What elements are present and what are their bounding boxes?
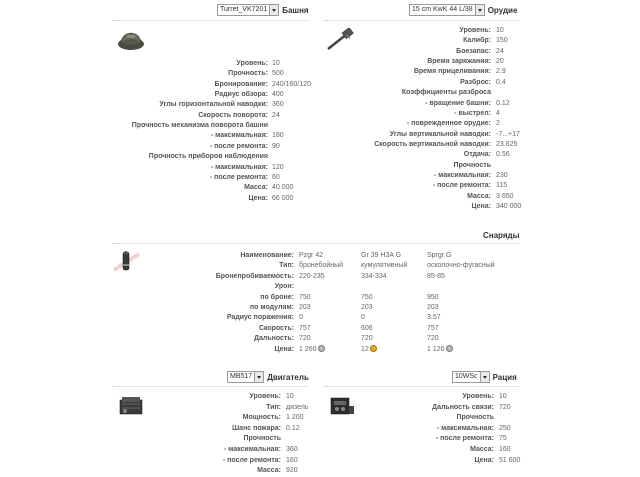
shell-value-text: 0 bbox=[361, 314, 365, 322]
shell-value-text: 85-85 bbox=[427, 272, 445, 280]
stat-value: 180 bbox=[272, 132, 284, 140]
shell-value-text: 950 bbox=[427, 293, 439, 301]
stat-row bbox=[0, 36, 640, 46]
stat-label: Прочность: bbox=[228, 70, 268, 78]
shell-row bbox=[0, 303, 640, 313]
turret-title: Башня bbox=[282, 5, 309, 15]
stat-value: 360 bbox=[286, 446, 298, 453]
stat-row bbox=[0, 192, 640, 202]
stat-label: Цена: bbox=[474, 456, 494, 464]
shell-value-text: 1 260 bbox=[299, 345, 317, 353]
stat-label: - после ремонта: bbox=[222, 456, 281, 464]
shell-value bbox=[299, 334, 311, 344]
stat-row bbox=[0, 171, 640, 181]
stat-label: Коэффициенты разброса bbox=[401, 89, 491, 97]
shell-value bbox=[299, 261, 343, 271]
shell-value bbox=[299, 272, 325, 282]
stat-row bbox=[0, 413, 640, 423]
stat-value: 920 bbox=[286, 467, 298, 475]
shell-row bbox=[0, 272, 640, 282]
gun-divider bbox=[324, 20, 520, 21]
shell-value bbox=[299, 313, 303, 323]
shell-value bbox=[427, 313, 441, 323]
shell-row bbox=[0, 261, 640, 271]
stat-value: 0.12 bbox=[286, 424, 300, 432]
shell-label: Тип: bbox=[279, 262, 294, 270]
shell-value-text: 12 bbox=[361, 345, 369, 353]
radio-divider bbox=[324, 386, 520, 387]
shell-value-text: 720 bbox=[427, 335, 439, 343]
shell-row bbox=[0, 293, 640, 303]
stat-label: Калибр: bbox=[463, 37, 491, 45]
shell-value-text: 750 bbox=[299, 293, 311, 301]
shell-value bbox=[427, 261, 495, 271]
shell-value-text: 203 bbox=[361, 304, 373, 311]
stat-value: 360 bbox=[272, 101, 284, 109]
shell-value bbox=[299, 303, 311, 313]
shell-value-text: 1 120 bbox=[427, 345, 445, 353]
stat-label: Прочность bbox=[453, 161, 491, 169]
shell-row bbox=[0, 282, 640, 292]
shell-value bbox=[299, 324, 311, 334]
stat-label: - после ремонта: bbox=[209, 142, 268, 150]
radio-select[interactable] bbox=[452, 371, 490, 383]
shell-value bbox=[361, 293, 373, 303]
stat-row bbox=[0, 47, 640, 57]
stat-row bbox=[0, 119, 640, 129]
shell-label: Скорость: bbox=[258, 324, 294, 332]
stat-label: Тип: bbox=[266, 403, 281, 411]
shell-value-text: Sprgr G bbox=[427, 252, 452, 259]
stat-row bbox=[0, 109, 640, 119]
shell-value-text: 334-334 bbox=[361, 272, 387, 280]
shell-value bbox=[361, 303, 373, 313]
stat-row bbox=[0, 150, 640, 160]
stat-label: Уровень: bbox=[462, 393, 494, 400]
shell-value-text: 203 bbox=[299, 304, 311, 311]
stat-label: - выстрел: bbox=[454, 109, 491, 117]
shells-title: Снаряды bbox=[483, 231, 520, 240]
shell-value-text: 750 bbox=[361, 293, 373, 301]
stat-row bbox=[0, 88, 640, 98]
shell-row bbox=[0, 251, 640, 261]
shell-value bbox=[427, 251, 452, 261]
chevron-down-icon bbox=[480, 372, 489, 382]
stat-value: 51 600 bbox=[499, 456, 521, 464]
stat-label: Мощность: bbox=[242, 414, 281, 422]
stat-label: Время прицеливания: bbox=[413, 68, 491, 76]
stat-label: - после ремонта: bbox=[209, 173, 268, 181]
stat-label: Уровень: bbox=[249, 393, 281, 400]
shell-value-text: кумулятивный bbox=[361, 262, 408, 270]
shell-value bbox=[361, 345, 377, 355]
shell-label: по модулям: bbox=[249, 304, 294, 311]
shell-value bbox=[427, 272, 445, 282]
gun-title: Орудие bbox=[487, 5, 518, 15]
shell-value bbox=[361, 251, 401, 261]
stat-value: 115 bbox=[496, 182, 508, 190]
shell-label: Бронепробиваемость: bbox=[215, 272, 294, 280]
silver-coin-icon bbox=[446, 345, 453, 352]
stat-row bbox=[0, 181, 640, 191]
shell-label: Урон: bbox=[274, 283, 294, 291]
stat-value: 10 bbox=[496, 27, 504, 34]
shell-value-text: 606 bbox=[361, 324, 373, 332]
stat-value: -7...+17 bbox=[496, 130, 520, 138]
stat-label: - максимальная: bbox=[223, 446, 281, 453]
stat-row bbox=[0, 67, 640, 77]
shell-value bbox=[299, 293, 311, 303]
stat-value: 24 bbox=[272, 111, 280, 119]
stat-row bbox=[0, 434, 640, 444]
stat-label: - максимальная: bbox=[433, 172, 491, 180]
shell-row bbox=[0, 334, 640, 344]
stat-value: 2.9 bbox=[496, 68, 506, 76]
radio-select-value: 10WSc bbox=[455, 373, 478, 380]
stat-label: Прочность bbox=[456, 414, 494, 422]
stat-row bbox=[0, 445, 640, 455]
stat-label: Время заряжания: bbox=[427, 58, 491, 66]
stat-label: Углы вертикальной наводки: bbox=[389, 130, 491, 138]
shell-value-text: 220-235 bbox=[299, 272, 325, 280]
stat-label: Скорость вертикальной наводки: bbox=[374, 140, 491, 148]
stat-value: 10 bbox=[499, 393, 507, 400]
shell-value-text: 757 bbox=[427, 324, 439, 332]
chevron-down-icon bbox=[254, 372, 263, 382]
shell-value-text: 720 bbox=[361, 335, 373, 343]
stat-value: 90 bbox=[272, 142, 280, 150]
stat-value: 10 bbox=[272, 60, 280, 67]
shell-row bbox=[0, 324, 640, 334]
stat-value: 240/160/120 bbox=[272, 80, 311, 88]
stat-value: 75 bbox=[499, 435, 507, 443]
stat-row bbox=[0, 130, 640, 140]
stat-row bbox=[0, 403, 640, 413]
turret-select[interactable] bbox=[217, 4, 279, 16]
shell-label: Наименование: bbox=[240, 252, 294, 259]
engine-title: Двигатель bbox=[267, 372, 309, 382]
stat-label: Скорость поворота: bbox=[198, 111, 268, 119]
stat-value: 10 bbox=[286, 393, 294, 400]
stat-row bbox=[0, 57, 640, 67]
stat-label: - после ремонта: bbox=[432, 182, 491, 190]
shell-value-text: Pzgr 42 bbox=[299, 252, 324, 259]
shell-value bbox=[361, 272, 387, 282]
stat-label: - максимальная: bbox=[436, 424, 494, 432]
shell-value bbox=[427, 303, 439, 313]
stat-row bbox=[0, 202, 640, 212]
radio-title: Рация bbox=[492, 372, 517, 382]
shells-divider bbox=[112, 243, 520, 244]
stat-label: Дальность связи: bbox=[432, 403, 494, 411]
stat-label: Отдача: bbox=[463, 151, 491, 159]
stat-row bbox=[0, 392, 640, 402]
shell-row bbox=[0, 345, 640, 355]
stat-row bbox=[0, 424, 640, 434]
shell-label: по броне: bbox=[260, 293, 294, 301]
shell-label: Дальность: bbox=[254, 335, 294, 343]
shell-value-text: 0 bbox=[299, 314, 303, 322]
stat-row bbox=[0, 99, 640, 109]
stat-label: Цена: bbox=[248, 194, 268, 202]
gun-header bbox=[409, 4, 517, 16]
stat-value: 160 bbox=[286, 456, 298, 464]
silver-coin-icon bbox=[318, 345, 325, 352]
gun-select[interactable] bbox=[409, 4, 485, 16]
stat-row bbox=[0, 78, 640, 88]
stat-label: Масса: bbox=[470, 446, 494, 453]
stat-value: 0.12 bbox=[496, 99, 510, 107]
stat-value: 0.4 bbox=[496, 78, 506, 86]
stat-value: 2 bbox=[496, 120, 500, 128]
stat-value: 60 bbox=[272, 173, 280, 181]
stat-label: Бронирование: bbox=[214, 80, 268, 88]
shell-row bbox=[0, 313, 640, 323]
stat-label: Масса: bbox=[244, 184, 268, 192]
stat-label: Масса: bbox=[467, 192, 491, 200]
shell-value bbox=[427, 293, 439, 303]
stat-value: 120 bbox=[272, 163, 284, 171]
stat-label: Углы горизонтальной наводки: bbox=[159, 101, 268, 109]
engine-select[interactable] bbox=[227, 371, 264, 383]
shell-value-text: 203 bbox=[427, 304, 439, 311]
engine-select-value: MB517 bbox=[230, 373, 253, 380]
shell-value bbox=[427, 345, 453, 355]
gold-coin-icon bbox=[370, 345, 377, 352]
stat-value: 500 bbox=[272, 70, 284, 78]
stat-value: 340 000 bbox=[496, 203, 522, 211]
stat-value: 230 bbox=[496, 172, 508, 180]
shell-label: Цена: bbox=[274, 345, 294, 353]
gun-select-value: 15 cm KwK 44 L/38 bbox=[412, 6, 473, 13]
shell-label: Радиус поражения: bbox=[226, 314, 294, 322]
stat-value: 250 bbox=[499, 424, 511, 432]
stat-label: Уровень: bbox=[459, 27, 491, 34]
shell-value-text: бронебойный bbox=[299, 262, 344, 270]
shell-value bbox=[361, 261, 407, 271]
stat-label: - максимальная: bbox=[210, 132, 268, 140]
stat-label: - поврежденное орудие: bbox=[406, 120, 491, 128]
stat-label: Боезапас: bbox=[456, 47, 491, 55]
stat-value: 400 bbox=[272, 91, 284, 99]
shell-value bbox=[299, 251, 323, 261]
stat-label: - максимальная: bbox=[210, 163, 268, 171]
radio-header bbox=[452, 371, 517, 383]
turret-header bbox=[217, 4, 309, 16]
chevron-down-icon bbox=[475, 5, 484, 15]
shell-value-text: Gr 39 H3A G bbox=[361, 252, 402, 259]
stat-label: Прочность приборов наблюдения bbox=[148, 153, 268, 161]
shell-value bbox=[361, 334, 373, 344]
stat-label: - вращение башни: bbox=[425, 99, 491, 107]
stat-label: Разброс: bbox=[460, 78, 491, 86]
stat-label: Шанс пожара: bbox=[232, 424, 281, 432]
stat-label: Уровень: bbox=[236, 60, 268, 67]
shell-value bbox=[427, 324, 439, 334]
shell-value-text: 3.57 bbox=[427, 314, 441, 322]
stat-value: 24 bbox=[496, 47, 504, 55]
shell-value bbox=[361, 324, 373, 334]
stat-row bbox=[0, 466, 640, 476]
stat-value: дизель bbox=[286, 403, 309, 411]
engine-divider bbox=[112, 386, 308, 387]
stat-value: 720 bbox=[499, 403, 511, 411]
shell-value-text: 757 bbox=[299, 324, 311, 332]
stat-row bbox=[0, 161, 640, 171]
stat-value: 40 000 bbox=[272, 184, 294, 192]
stat-row bbox=[0, 26, 640, 36]
stat-value: 23.625 bbox=[496, 140, 518, 148]
stat-value: 20 bbox=[496, 58, 504, 66]
stat-label: - после ремонта: bbox=[435, 435, 494, 443]
shell-value-text: 720 bbox=[299, 335, 311, 343]
stat-value: 160 bbox=[499, 446, 511, 453]
stat-row bbox=[0, 140, 640, 150]
stat-label: Масса: bbox=[257, 467, 281, 475]
stat-value: 0.56 bbox=[496, 151, 510, 159]
stat-value: 150 bbox=[496, 37, 508, 45]
stat-label: Прочность механизма поворота башни bbox=[131, 122, 268, 130]
stat-value: 4 bbox=[496, 109, 500, 117]
shell-value bbox=[361, 313, 365, 323]
turret-select-value: Turret_VK7201 bbox=[220, 6, 268, 13]
shell-value bbox=[427, 334, 439, 344]
stat-value: 3 650 bbox=[496, 192, 514, 200]
stat-label: Прочность bbox=[243, 435, 281, 443]
chevron-down-icon bbox=[269, 5, 278, 15]
shell-value bbox=[299, 345, 325, 355]
engine-header bbox=[227, 371, 309, 383]
stat-row bbox=[0, 456, 640, 466]
stat-label: Цена: bbox=[471, 203, 491, 211]
stat-value: 66 000 bbox=[272, 194, 294, 202]
stat-label: Радиус обзора: bbox=[214, 91, 268, 99]
turret-divider bbox=[112, 20, 308, 21]
stat-value: 1 200 bbox=[286, 414, 304, 422]
shell-value-text: осколочно-фугасный bbox=[427, 262, 495, 270]
